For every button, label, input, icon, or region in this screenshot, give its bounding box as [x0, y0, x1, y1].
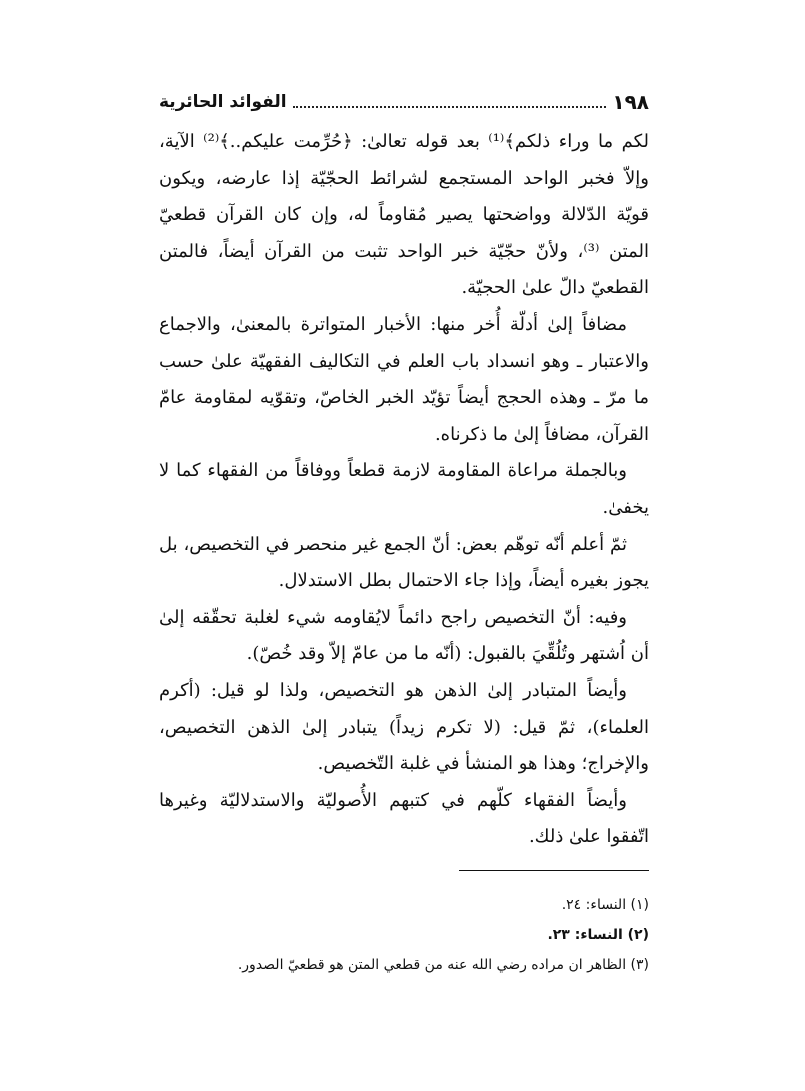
- paragraph: وأيضاً الفقهاء كلّهم في كتبهم الأُصوليّة والاستدلاليّة وغيرها اتّفقوا علىٰ ذلك.: [159, 789, 649, 848]
- footnote-item: (٣) الظاهر ان مراده رضي الله عنه من قطعي المتن هو قطعيّ الصدور.: [237, 957, 649, 973]
- footnotes: [159, 890, 649, 980]
- paragraph: وبالجملة مراعاة المقاومة لازمة قطعاً ووفاقاً من الفقهاء كما لا يخفىٰ.: [159, 460, 649, 518]
- paragraph: وأيضاً المتبادر إلىٰ الذهن هو التخصيص، ولذا لو قيل: (أكرم العلماء)، ثمّ قيل: (لا تكرم زيداً) يتبادر إلىٰ الذهن التخصيص، والإخراج؛ وهذا هو المنشأ في غلبة التّخصيص.: [159, 679, 649, 775]
- footnote-item: (١) النساء: ٢٤.: [561, 897, 649, 913]
- paragraph: ثمّ أعلم أنّه توهّم بعض: أنّ الجمع غير منحصر في التخصيص، بل يجوز بغيره أيضاً، وإذا جاء الاحتمال بطل الاستدلال.: [159, 533, 649, 592]
- paragraph: وفيه: أنّ التخصيص راجح دائماً لايُقاومه شيء لغلبة تحقّقه إلىٰ أن اُشتهر وتُلُقِّيَ بالقبول: (أنّه ما من عامّ إلاّ وقد خُصّ).: [159, 606, 649, 665]
- footnote-item: (٢) النساء: ٢٣.: [547, 927, 649, 943]
- page-header: [159, 84, 649, 114]
- paragraph: مضافاً إلىٰ أدلّة أُخر منها: الأخبار المتواترة بالمعنىٰ، والاجماع والاعتبار ـ وهو انسداد باب العلم في التكاليف الفقهيّة علىٰ حسب ما مرّ ـ وهذه الحجج أيضاً تؤيّد الخبر الخاصّ، وتقوّيه لمقاومة عامّ القرآن، مضافاً إلىٰ ما ذكرناه.: [159, 313, 649, 445]
- main-text: [159, 124, 649, 856]
- running-title: الفوائد الحائرية: [159, 92, 287, 112]
- header-dot-leader: [293, 105, 607, 108]
- paragraph: لكم ما وراء ذلكم﴾⁽¹⁾ بعد قوله تعالىٰ: ﴿حُرِّمت عليكم..﴾⁽²⁾ الآية، وإلاّ فخبر الواحد المستجمع لشرائط الحجّيّة إذا عارضه، ويكون قويّة الدّلالة وواضحتها يصير مُقاوماً له، وإن كان القرآن قطعيّ المتن ⁽³⁾، ولأنّ حجّيّة خبر الواحد تثبت من القرآن أيضاً، فالمتن القطعيّ دالّ علىٰ الحجيّة.: [159, 131, 649, 299]
- page-number: ١٩٨: [612, 90, 649, 114]
- footnote-separator: [459, 870, 649, 871]
